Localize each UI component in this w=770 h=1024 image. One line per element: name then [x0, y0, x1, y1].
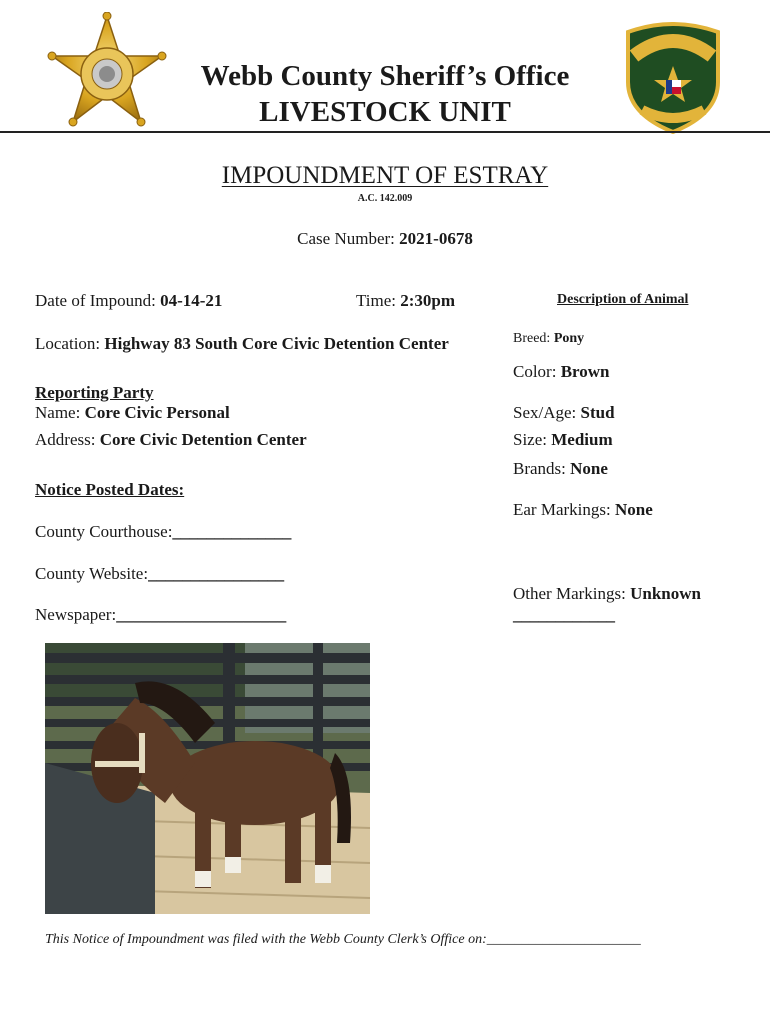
animal-photo	[45, 643, 370, 914]
statute-code: A.C. 142.009	[357, 193, 413, 204]
reporting-party-name: Name: Core Civic Personal	[35, 403, 230, 422]
location: Location: Highway 83 South Core Civic Detention Center	[35, 334, 449, 353]
date-of-impound: Date of Impound: 04-14-21	[35, 291, 223, 310]
newspaper-field: Newspaper:____________________	[35, 605, 287, 624]
time-of-impound: Time: 2:30pm	[356, 291, 456, 310]
reporting-party-heading: Reporting Party	[35, 383, 154, 402]
filing-notice: This Notice of Impoundment was filed with the Webb County Clerk’s Office on:______________________	[45, 932, 641, 947]
case-number-label: Case Number:	[297, 229, 395, 248]
unit-title: LIVESTOCK UNIT	[259, 96, 511, 128]
notice-title: IMPOUNDMENT OF ESTRAY	[221, 162, 549, 189]
header-divider	[0, 131, 770, 133]
color-field: Color: Brown	[513, 362, 610, 381]
other-markings-field: Other Markings: Unknown	[513, 584, 701, 603]
size-field: Size: Medium	[513, 430, 613, 449]
sex-age-field: Sex/Age: Stud	[513, 403, 615, 422]
brands-field: Brands: None	[513, 459, 608, 478]
county-website-field: County Website:________________	[35, 564, 285, 583]
animal-description-heading: Description of Animal	[557, 292, 689, 307]
notice-posted-heading: Notice Posted Dates:	[35, 480, 185, 499]
other-markings-blank: ____________	[513, 605, 615, 624]
county-courthouse-field: County Courthouse:______________	[35, 522, 292, 541]
case-number	[0, 229, 770, 249]
ear-markings-field: Ear Markings: None	[513, 500, 653, 519]
reporting-party-address: Address: Core Civic Detention Center	[35, 430, 307, 449]
breed-field: Breed: Pony	[513, 331, 585, 346]
case-number-value: 2021-0678	[399, 229, 473, 248]
office-title: Webb County Sheriff’s Office	[200, 60, 570, 92]
